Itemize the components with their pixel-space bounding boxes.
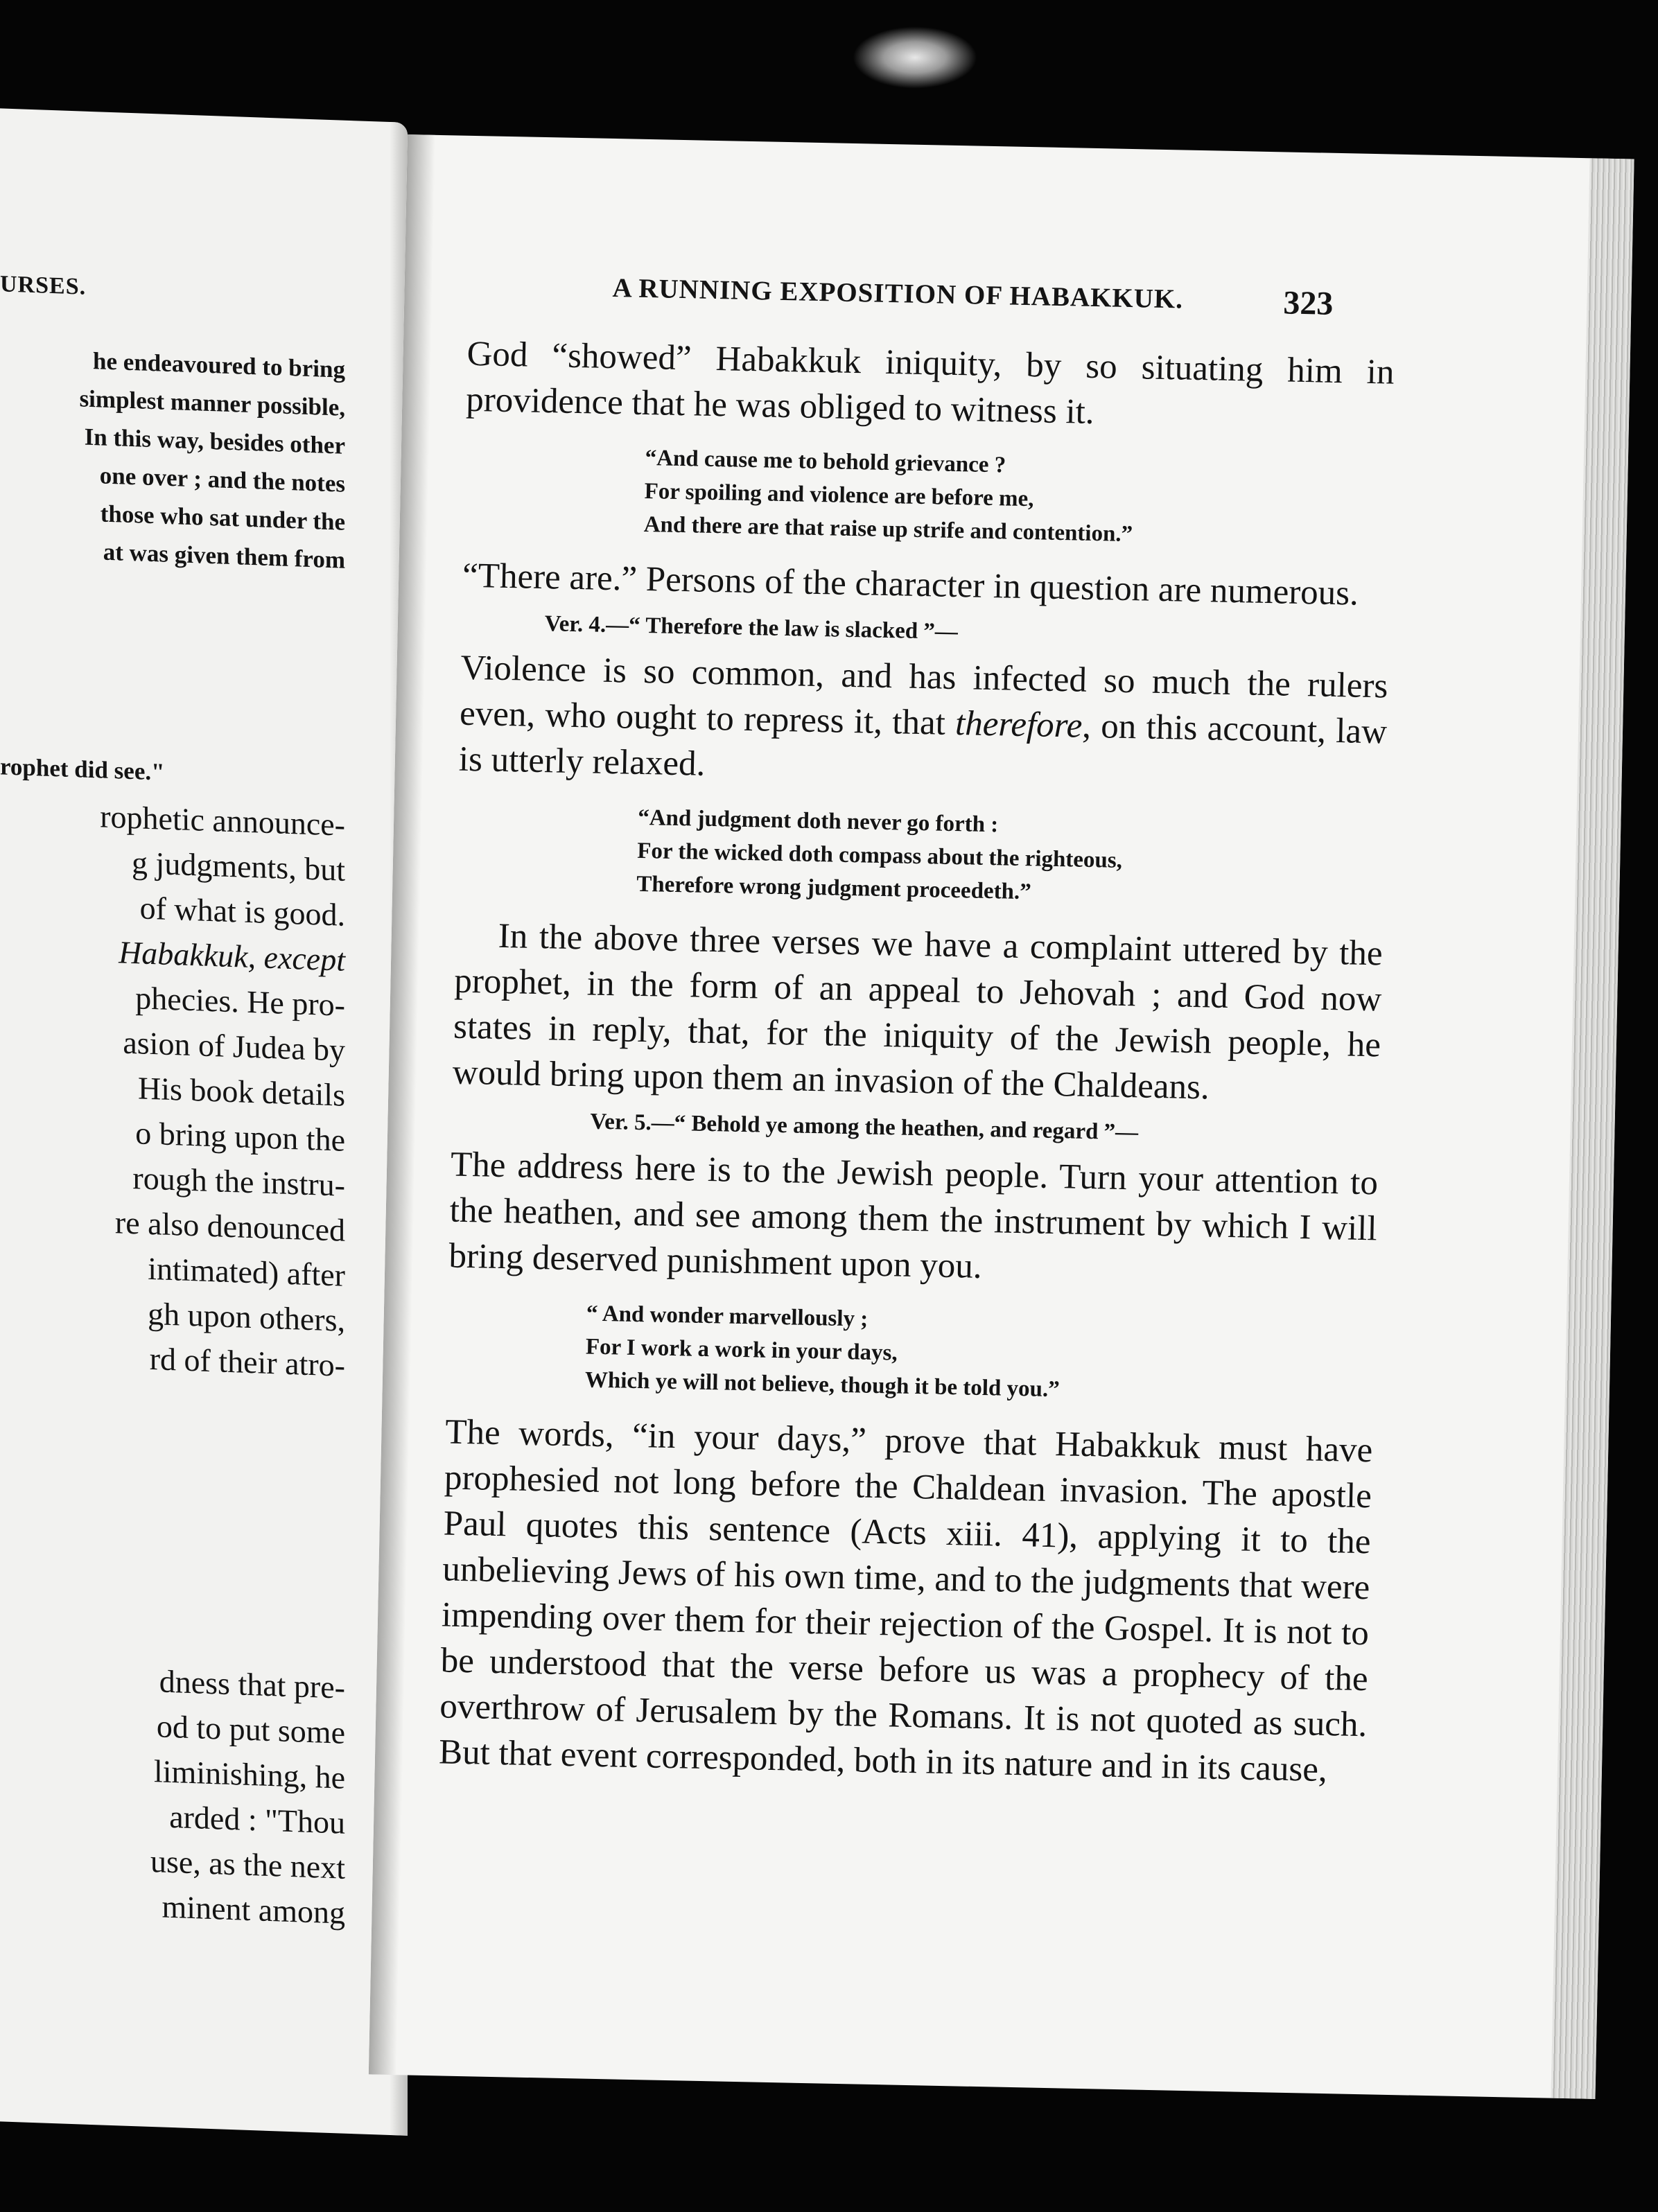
left-line: at was given them from (103, 538, 345, 574)
paragraph: The words, “in your days,” prove that Habakkuk must have prophesied not long before the Chaldean invasion. The apostle Paul quotes this sentence (Acts xiii. 41), applying it to the unbelieving Jews of his own time, and to the judgments that were impending over them for their rejection of the Gospel. It is not to be understood that the verse before us was a prophecy of the overthrow of Jerusalem by the Romans. It is not quoted as such. But that event corresponded, both in its nature and in its cause, (438, 1412, 1373, 1790)
left-line: intimated) after (148, 1250, 345, 1293)
paragraph (458, 645, 1388, 801)
body-text (438, 331, 1395, 1793)
page-number: 323 (1282, 284, 1334, 322)
scan-smudge (853, 26, 977, 89)
left-line: His book details (138, 1070, 345, 1113)
left-line: minent among (162, 1888, 345, 1931)
paragraph: “There are.” Persons of the character in question are numerous. (462, 556, 1359, 613)
left-line: o bring upon the (135, 1115, 345, 1158)
left-line: od to put some (156, 1708, 345, 1750)
verse-heading: Ver. 5.—“ Behold ye among the heathen, and regard ”— (590, 1109, 1139, 1146)
paragraph: God “showed” Habakkuk iniquity, by so situating him in providence that he was obliged to witness it. (465, 334, 1395, 432)
left-line: In this way, besides other (84, 423, 345, 459)
paragraph-text: , on this account, law is utterly relaxed. (458, 706, 1388, 784)
left-line: of what is good. (139, 890, 345, 933)
left-line: use, as the next (150, 1843, 345, 1886)
verse-quote: “And cause me to behold grievance ? For spoiling and violence are before me, And there are that raise up strife and contention.” (643, 445, 1133, 547)
verse-quote: “And judgment doth never go forth : For the wicked doth compass about the righteous, Therefore wrong judgment proceedeth.” (636, 805, 1123, 905)
left-facing-page (0, 107, 408, 2136)
left-line: gh upon others, (148, 1295, 345, 1338)
left-line: he endeavoured to bring (93, 347, 345, 383)
verse-heading: Ver. 4.—“ Therefore the law is slacked ”— (544, 611, 959, 645)
paragraph: In the above three verses we have a complaint uttered by the prophet, in the form of an appeal to Jehovah ; and God now states in reply, that, for the iniquity of the Jewish people, he would bring upon them an invasion of the Chaldeans. (452, 916, 1384, 1107)
page-edge-stack (1551, 158, 1634, 2099)
left-line: dness that pre- (159, 1663, 345, 1705)
left-line: liminishing, he (154, 1753, 345, 1796)
left-line: phecies. He pro- (135, 980, 345, 1023)
left-line: those who sat under the (100, 500, 345, 536)
right-page (369, 134, 1634, 2099)
left-line: g judgments, but (132, 845, 345, 888)
emphasis-text: therefore (954, 704, 1083, 746)
left-quote-tail: rophet did see." (0, 753, 165, 786)
left-line: arded : "Thou (169, 1798, 345, 1841)
left-running-head: URSES. (0, 271, 87, 300)
verse-quote: “ And wonder marvellously ; For I work a work in your days, Which ye will not believe, though it be told you.” (584, 1301, 1061, 1403)
left-line: rd of their atro- (149, 1340, 345, 1383)
running-head: A RUNNING EXPOSITION OF HABAKKUK. (612, 272, 1184, 315)
paragraph-text: Violence is so common, and has infected so much the rulers even, who ought to repress it, that (459, 648, 1388, 744)
left-line: rough the instru- (132, 1160, 345, 1203)
left-line: asion of Judea by (123, 1024, 345, 1068)
left-line: simplest manner possible, (79, 385, 345, 421)
left-line: Habakkuk, except (119, 934, 345, 978)
paragraph: The address here is to the Jewish people. Turn your attention to the heathen, and see among them the instrument by which I will bring deserved punishment upon you. (448, 1145, 1379, 1286)
left-line: rophetic announce- (100, 798, 345, 843)
left-line: one over ; and the notes (99, 462, 345, 498)
left-line: re also denounced (114, 1204, 345, 1248)
